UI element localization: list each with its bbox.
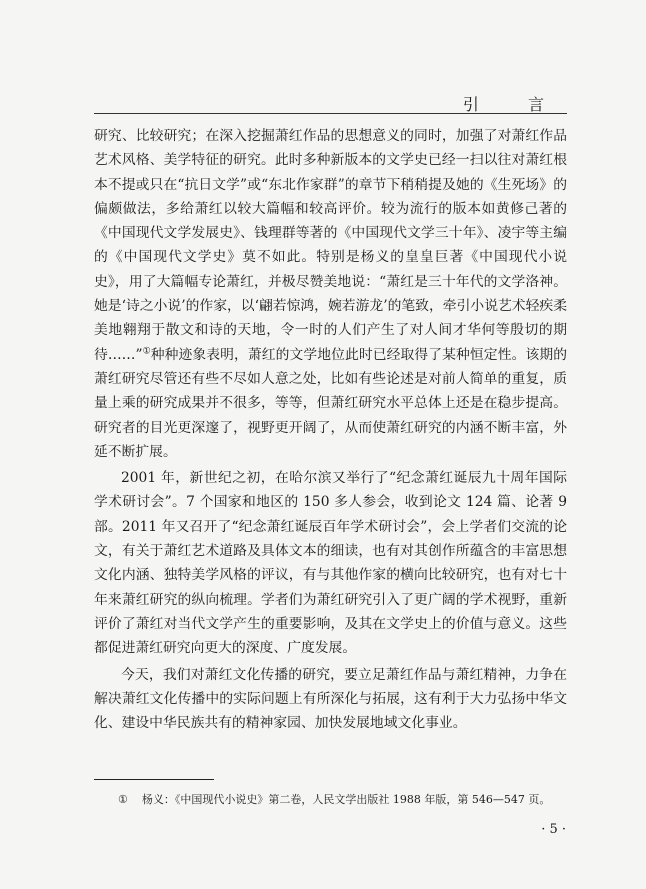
running-header-title: 引 言	[462, 95, 566, 114]
paragraph-2	[94, 466, 567, 660]
footnote-text: 杨义：《中国现代小说史》第二卷，人民文学出版社 1988 年版，第 546—547 页。	[141, 793, 551, 806]
paragraph-text: 种种迹象表明，萧红的文学地位此时已经取得了某种恒定性。该期的萧红研究尽管还有些不尽如人意之处，比如有些论述是对前人简单的重复，质量上乘的研究成果并不很多，等等，但萧红研究水平总体上还是在稳步提高。研究者的目光更深邃了，视野更开阔了，从而使萧红研究的内涵不断丰富，外延不断扩展。	[94, 346, 567, 460]
footnote-reference: ①	[142, 346, 151, 357]
footnote-rule	[94, 779, 214, 780]
paragraph-text: 2001 年，新世纪之初，在哈尔滨又举行了“纪念萧红诞辰九十周年国际学术研讨会”。7 个国家和地区的 150 多人参会，收到论文 124 篇、论著 9 部。2011 年又召开了“纪念萧红诞辰百年学术研讨会”，会上学者们交流的论文，有关于萧红艺术道路及具体文本的细读，也有对其创作所蕴含的丰富思想文化内涵、独特美学风格的评议，有与其他作家的横向比较研究，也有对七十年来萧红研究的纵向梳理。学者们为萧红研究引入了更广阔的学术视野，重新评价了萧红对当代文学产生的重要影响，及其在文学史上的价值与意义。这些都促进萧红研究向更大的深度、广度发展。	[94, 470, 567, 657]
body-text	[94, 124, 567, 735]
footnote-mark: ①	[118, 793, 128, 806]
footnote	[118, 792, 568, 808]
header-rule	[94, 113, 567, 114]
paragraph-3	[94, 663, 567, 736]
paragraph-text: 今天，我们对萧红文化传播的研究，要立足萧红作品与萧红精神，力争在解决萧红文化传播中的实际问题上有所深化与拓展，这有利于大力弘扬中华文化、建设中华民族共有的精神家园、加快发展地域文化事业。	[94, 666, 567, 732]
paragraph-1	[94, 124, 567, 464]
page-number: · 5 ·	[541, 822, 566, 837]
paragraph-text: 研究、比较研究；在深入挖掘萧红作品的思想意义的同时，加强了对萧红作品艺术风格、美学特征的研究。此时多种新版本的文学史已经一扫以往对萧红根本不提或只在“抗日文学”或“东北作家群”的章节下稍稍提及她的《生死场》的偏颇做法，多给萧红以较大篇幅和较高评价。较为流行的版本如黄修己著的《中国现代文学发展史》、钱理群等著的《中国现代文学三十年》、凌宇等主编的《中国现代文学史》莫不如此。特别是杨义的皇皇巨著《中国现代小说史》，用了大篇幅专论萧红，并极尽赞美地说：“萧红是三十年代的文学洛神。她是‘诗之小说’的作家，以‘翩若惊鸿，婉若游龙’的笔致，牵引小说艺术轻疾柔美地翱翔于散文和诗的天地，令一时的人们产生了对人间才华何等殷切的期待……”	[94, 128, 567, 363]
